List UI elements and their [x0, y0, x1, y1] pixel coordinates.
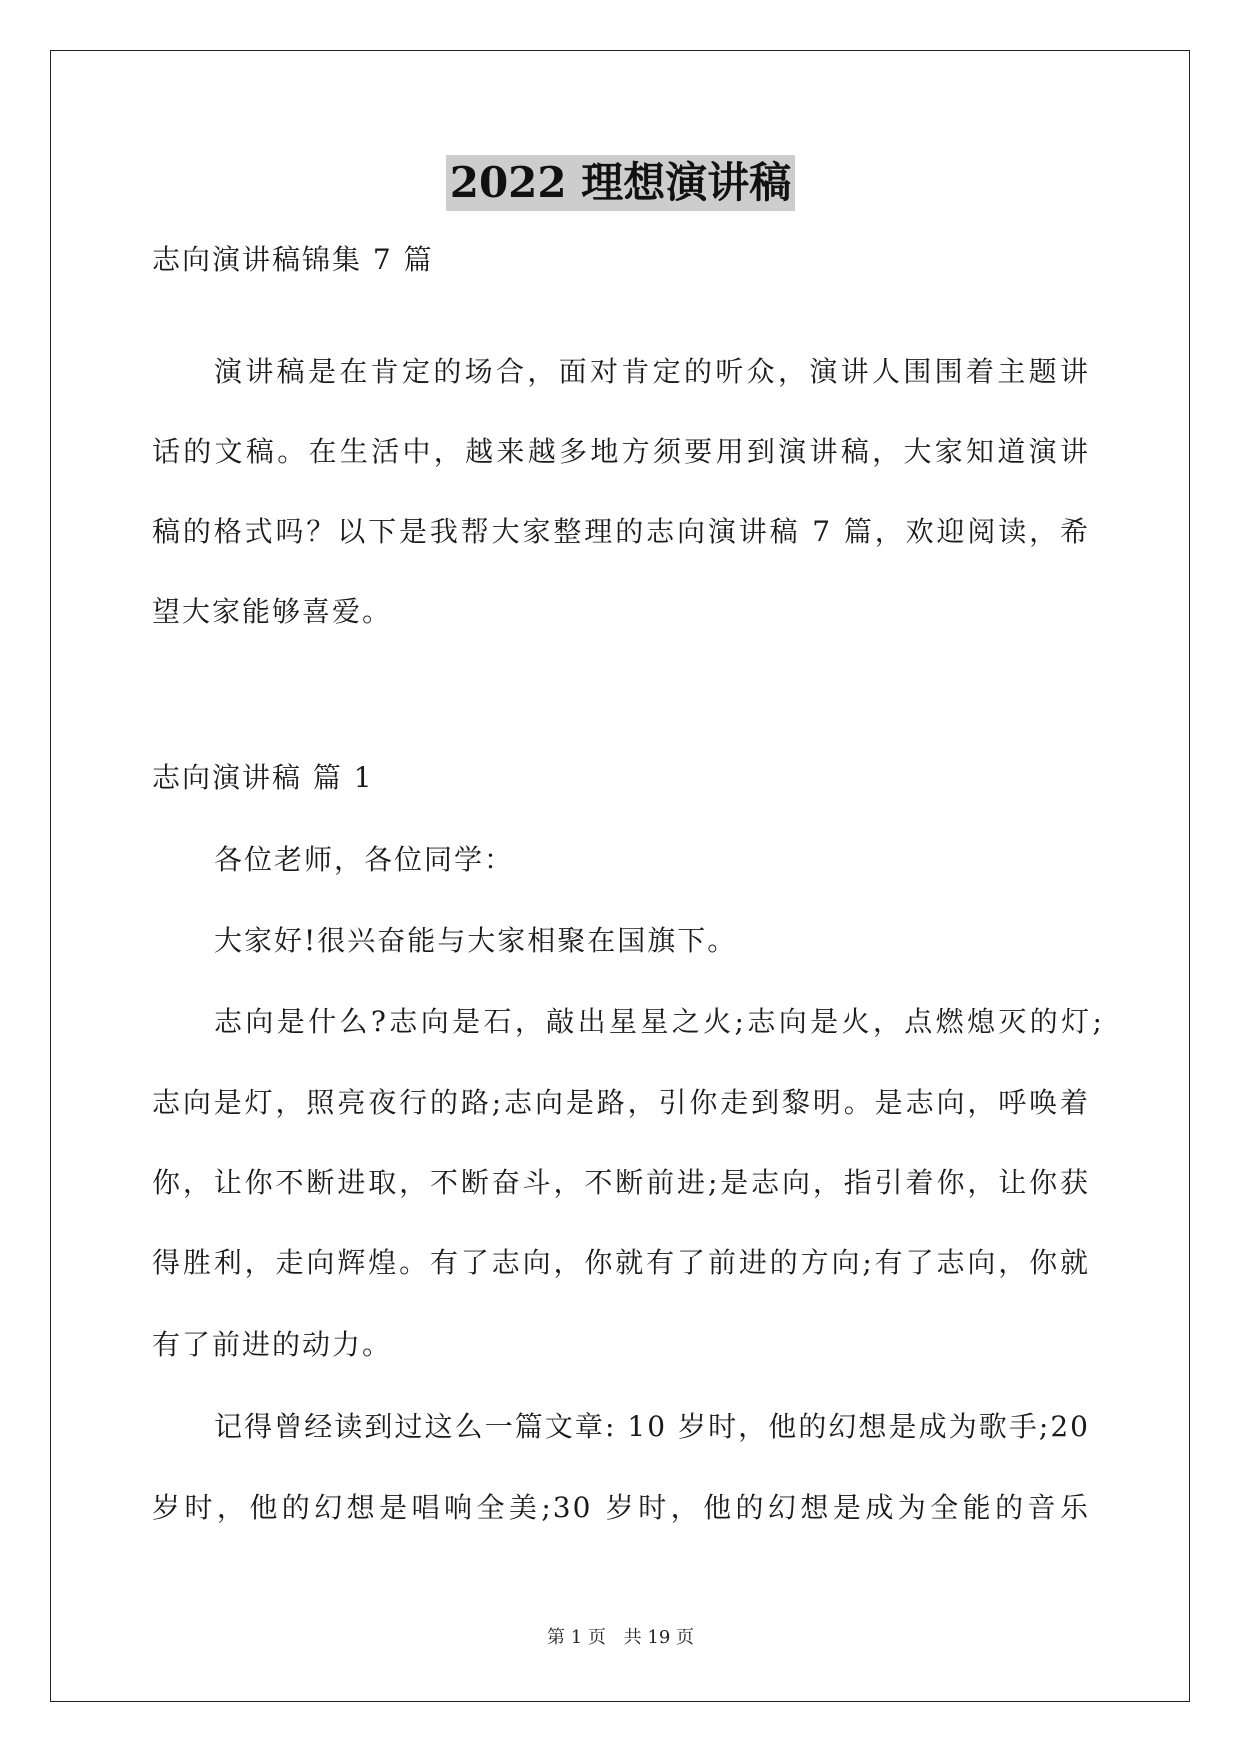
intro-line: 话的文稿。在生活中，越来越多地方须要用到演讲稿，大家知道演讲 — [152, 435, 1090, 468]
document-title: 2022 理想演讲稿 — [446, 155, 796, 211]
salutation: 各位老师，各位同学： — [214, 843, 515, 876]
paragraph-line: 你，让你不断进取，不断奋斗，不断前进;是志向，指引着你，让你获 — [152, 1166, 1090, 1199]
paragraph-line: 志向是灯，照亮夜行的路;志向是路，引你走到黎明。是志向，呼唤着 — [152, 1086, 1090, 1119]
page-total: 共 19 页 — [623, 1627, 694, 1648]
paragraph-line: 记得曾经读到过这么一篇文章: 10 岁时，他的幻想是成为歌手;20 — [214, 1410, 1090, 1443]
paragraph-line: 志向是什么?志向是石，敲出星星之火;志向是火，点燃熄灭的灯; — [214, 1005, 1104, 1038]
paragraph-line: 得胜利，走向辉煌。有了志向，你就有了前进的方向;有了志向，你就 — [152, 1246, 1090, 1279]
page-footer — [0, 1626, 1241, 1650]
paragraph-line: 有了前进的动力。 — [152, 1328, 393, 1361]
intro-line: 稿的格式吗？以下是我帮大家整理的志向演讲稿 7 篇，欢迎阅读，希 — [152, 515, 1090, 548]
intro-line: 演讲稿是在肯定的场合，面对肯定的听众，演讲人围围着主题讲 — [214, 355, 1090, 388]
section-heading: 志向演讲稿 篇 1 — [152, 761, 374, 794]
paragraph-line: 岁时，他的幻想是唱响全美;30 岁时，他的幻想是成为全能的音乐 — [152, 1491, 1090, 1524]
title-container — [0, 155, 1241, 211]
page-number: 第 1 页 — [547, 1627, 606, 1648]
collection-heading: 志向演讲稿锦集 7 篇 — [152, 243, 434, 276]
intro-line: 望大家能够喜爱。 — [152, 595, 393, 628]
greeting: 大家好!很兴奋能与大家相聚在国旗下。 — [214, 924, 738, 957]
